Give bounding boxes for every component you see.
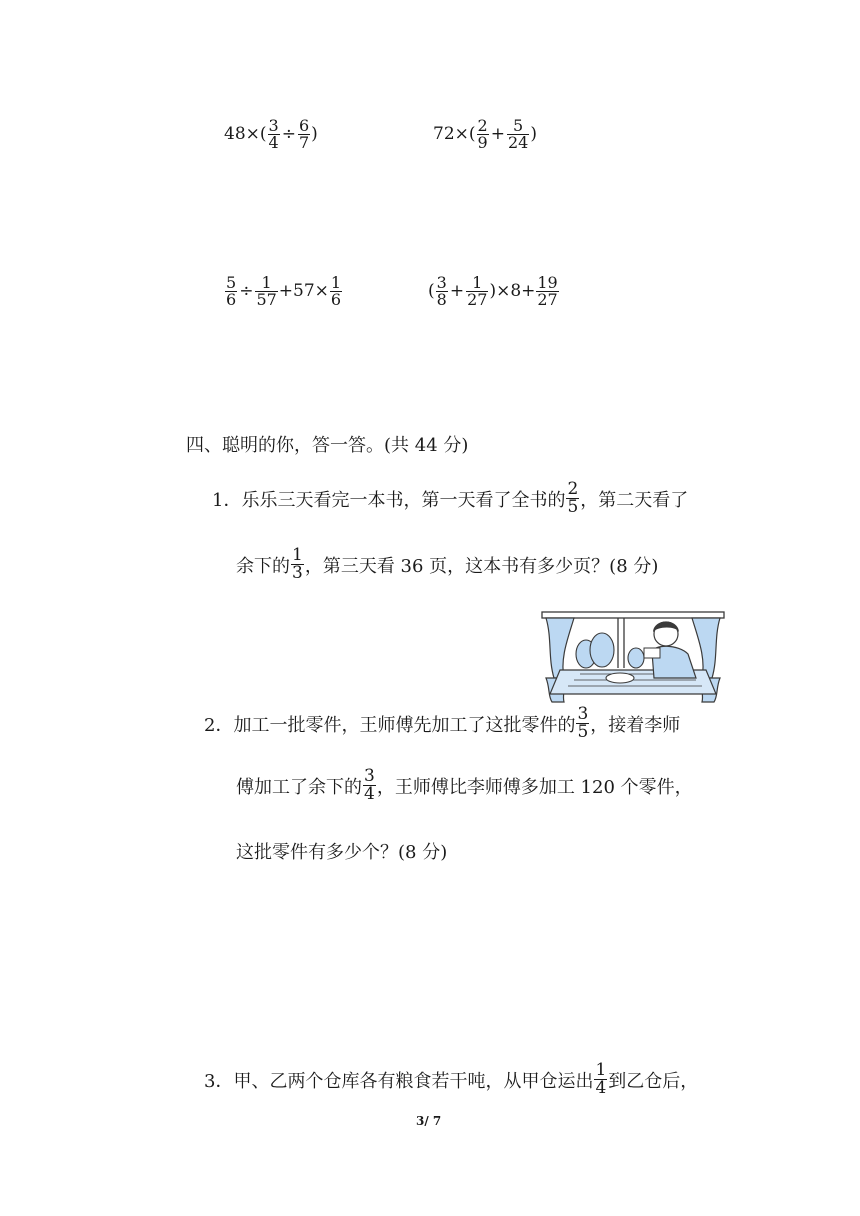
fraction xyxy=(436,275,448,308)
denominator: 27 xyxy=(467,290,488,309)
numerator: 3 xyxy=(577,704,589,724)
expr-text: +57× xyxy=(278,281,329,301)
expr-text: 48×( xyxy=(224,124,267,144)
numerator: 19 xyxy=(537,273,558,292)
question-text: 到乙仓后， xyxy=(608,1070,699,1092)
denominator: 6 xyxy=(330,290,342,309)
numerator: 5 xyxy=(513,116,524,135)
fraction xyxy=(363,768,376,803)
denominator: 3 xyxy=(292,563,303,583)
question-text: ，接着李师 xyxy=(590,714,681,736)
fraction xyxy=(255,275,277,308)
operator: + xyxy=(490,124,505,144)
page-number: 3/ 7 xyxy=(416,1114,442,1128)
calc-expression-4 xyxy=(428,275,560,308)
numerator: 2 xyxy=(477,116,488,135)
question-1-line-1 xyxy=(212,481,688,516)
fraction xyxy=(576,706,589,741)
fraction xyxy=(507,118,529,151)
denominator: 57 xyxy=(256,290,277,309)
denominator: 9 xyxy=(477,133,488,152)
fraction xyxy=(477,118,489,151)
numerator: 1 xyxy=(330,273,342,292)
question-text: 这批零件有多少个？(8 分) xyxy=(236,842,448,863)
denominator: 4 xyxy=(595,1078,607,1098)
expr-text: 72×( xyxy=(433,124,476,144)
numerator: 3 xyxy=(364,766,375,786)
denominator: 5 xyxy=(567,497,579,517)
question-2-line-2 xyxy=(236,768,693,803)
question-text: ，第二天看了 xyxy=(580,489,689,511)
denominator: 7 xyxy=(298,133,310,152)
numerator: 5 xyxy=(226,273,237,292)
denominator: 5 xyxy=(577,722,589,742)
numerator: 3 xyxy=(436,273,447,292)
expr-text: )×8+ xyxy=(489,281,536,301)
expr-text: ( xyxy=(428,281,435,301)
section-heading: 四、聪明的你，答一答。(共 44 分) xyxy=(186,435,469,456)
numerator: 1 xyxy=(261,273,272,292)
operator: ÷ xyxy=(239,281,254,301)
fraction xyxy=(594,1062,607,1097)
fraction xyxy=(330,275,342,308)
numerator: 3 xyxy=(268,116,279,135)
denominator: 27 xyxy=(537,290,558,309)
calc-expression-1 xyxy=(224,118,318,151)
question-text: 3．甲、乙两个仓库各有粮食若干吨，从甲仓运出 xyxy=(204,1070,594,1092)
denominator: 8 xyxy=(436,290,447,309)
expr-text: ) xyxy=(530,124,537,144)
question-text: 2．加工一批零件，王师傅先加工了这批零件的 xyxy=(204,714,576,736)
question-text: 1．乐乐三天看完一本书，第一天看了全书的 xyxy=(212,489,566,511)
operator: + xyxy=(449,281,465,301)
numerator: 6 xyxy=(298,116,310,135)
fraction xyxy=(291,547,304,582)
question-text: ，王师傅比李师傅多加工 120 个零件， xyxy=(376,776,693,798)
numerator: 1 xyxy=(472,273,483,292)
fraction xyxy=(225,275,237,308)
fraction xyxy=(536,275,558,308)
question-2-line-1 xyxy=(204,706,680,741)
girl-reading-illustration xyxy=(540,608,726,704)
fraction xyxy=(566,481,579,516)
question-text: ，第三天看 36 页，这本书有多少页？(8 分) xyxy=(304,555,659,577)
question-text: 傅加工了余下的 xyxy=(236,776,362,798)
operator: ÷ xyxy=(281,124,296,144)
question-3-line-1 xyxy=(204,1062,698,1097)
calc-expression-2 xyxy=(433,118,537,151)
denominator: 6 xyxy=(226,290,237,309)
fraction xyxy=(298,118,310,151)
question-1-line-2 xyxy=(236,547,658,582)
fraction xyxy=(466,275,488,308)
numerator: 2 xyxy=(567,479,579,499)
calc-expression-3 xyxy=(224,275,343,308)
denominator: 4 xyxy=(268,133,279,152)
fraction xyxy=(268,118,280,151)
denominator: 24 xyxy=(507,133,529,152)
question-2-line-3 xyxy=(236,838,447,864)
denominator: 4 xyxy=(364,784,375,804)
numerator: 1 xyxy=(595,1060,607,1080)
expr-text: ) xyxy=(311,124,318,144)
numerator: 1 xyxy=(292,545,303,565)
question-text: 余下的 xyxy=(236,555,290,577)
